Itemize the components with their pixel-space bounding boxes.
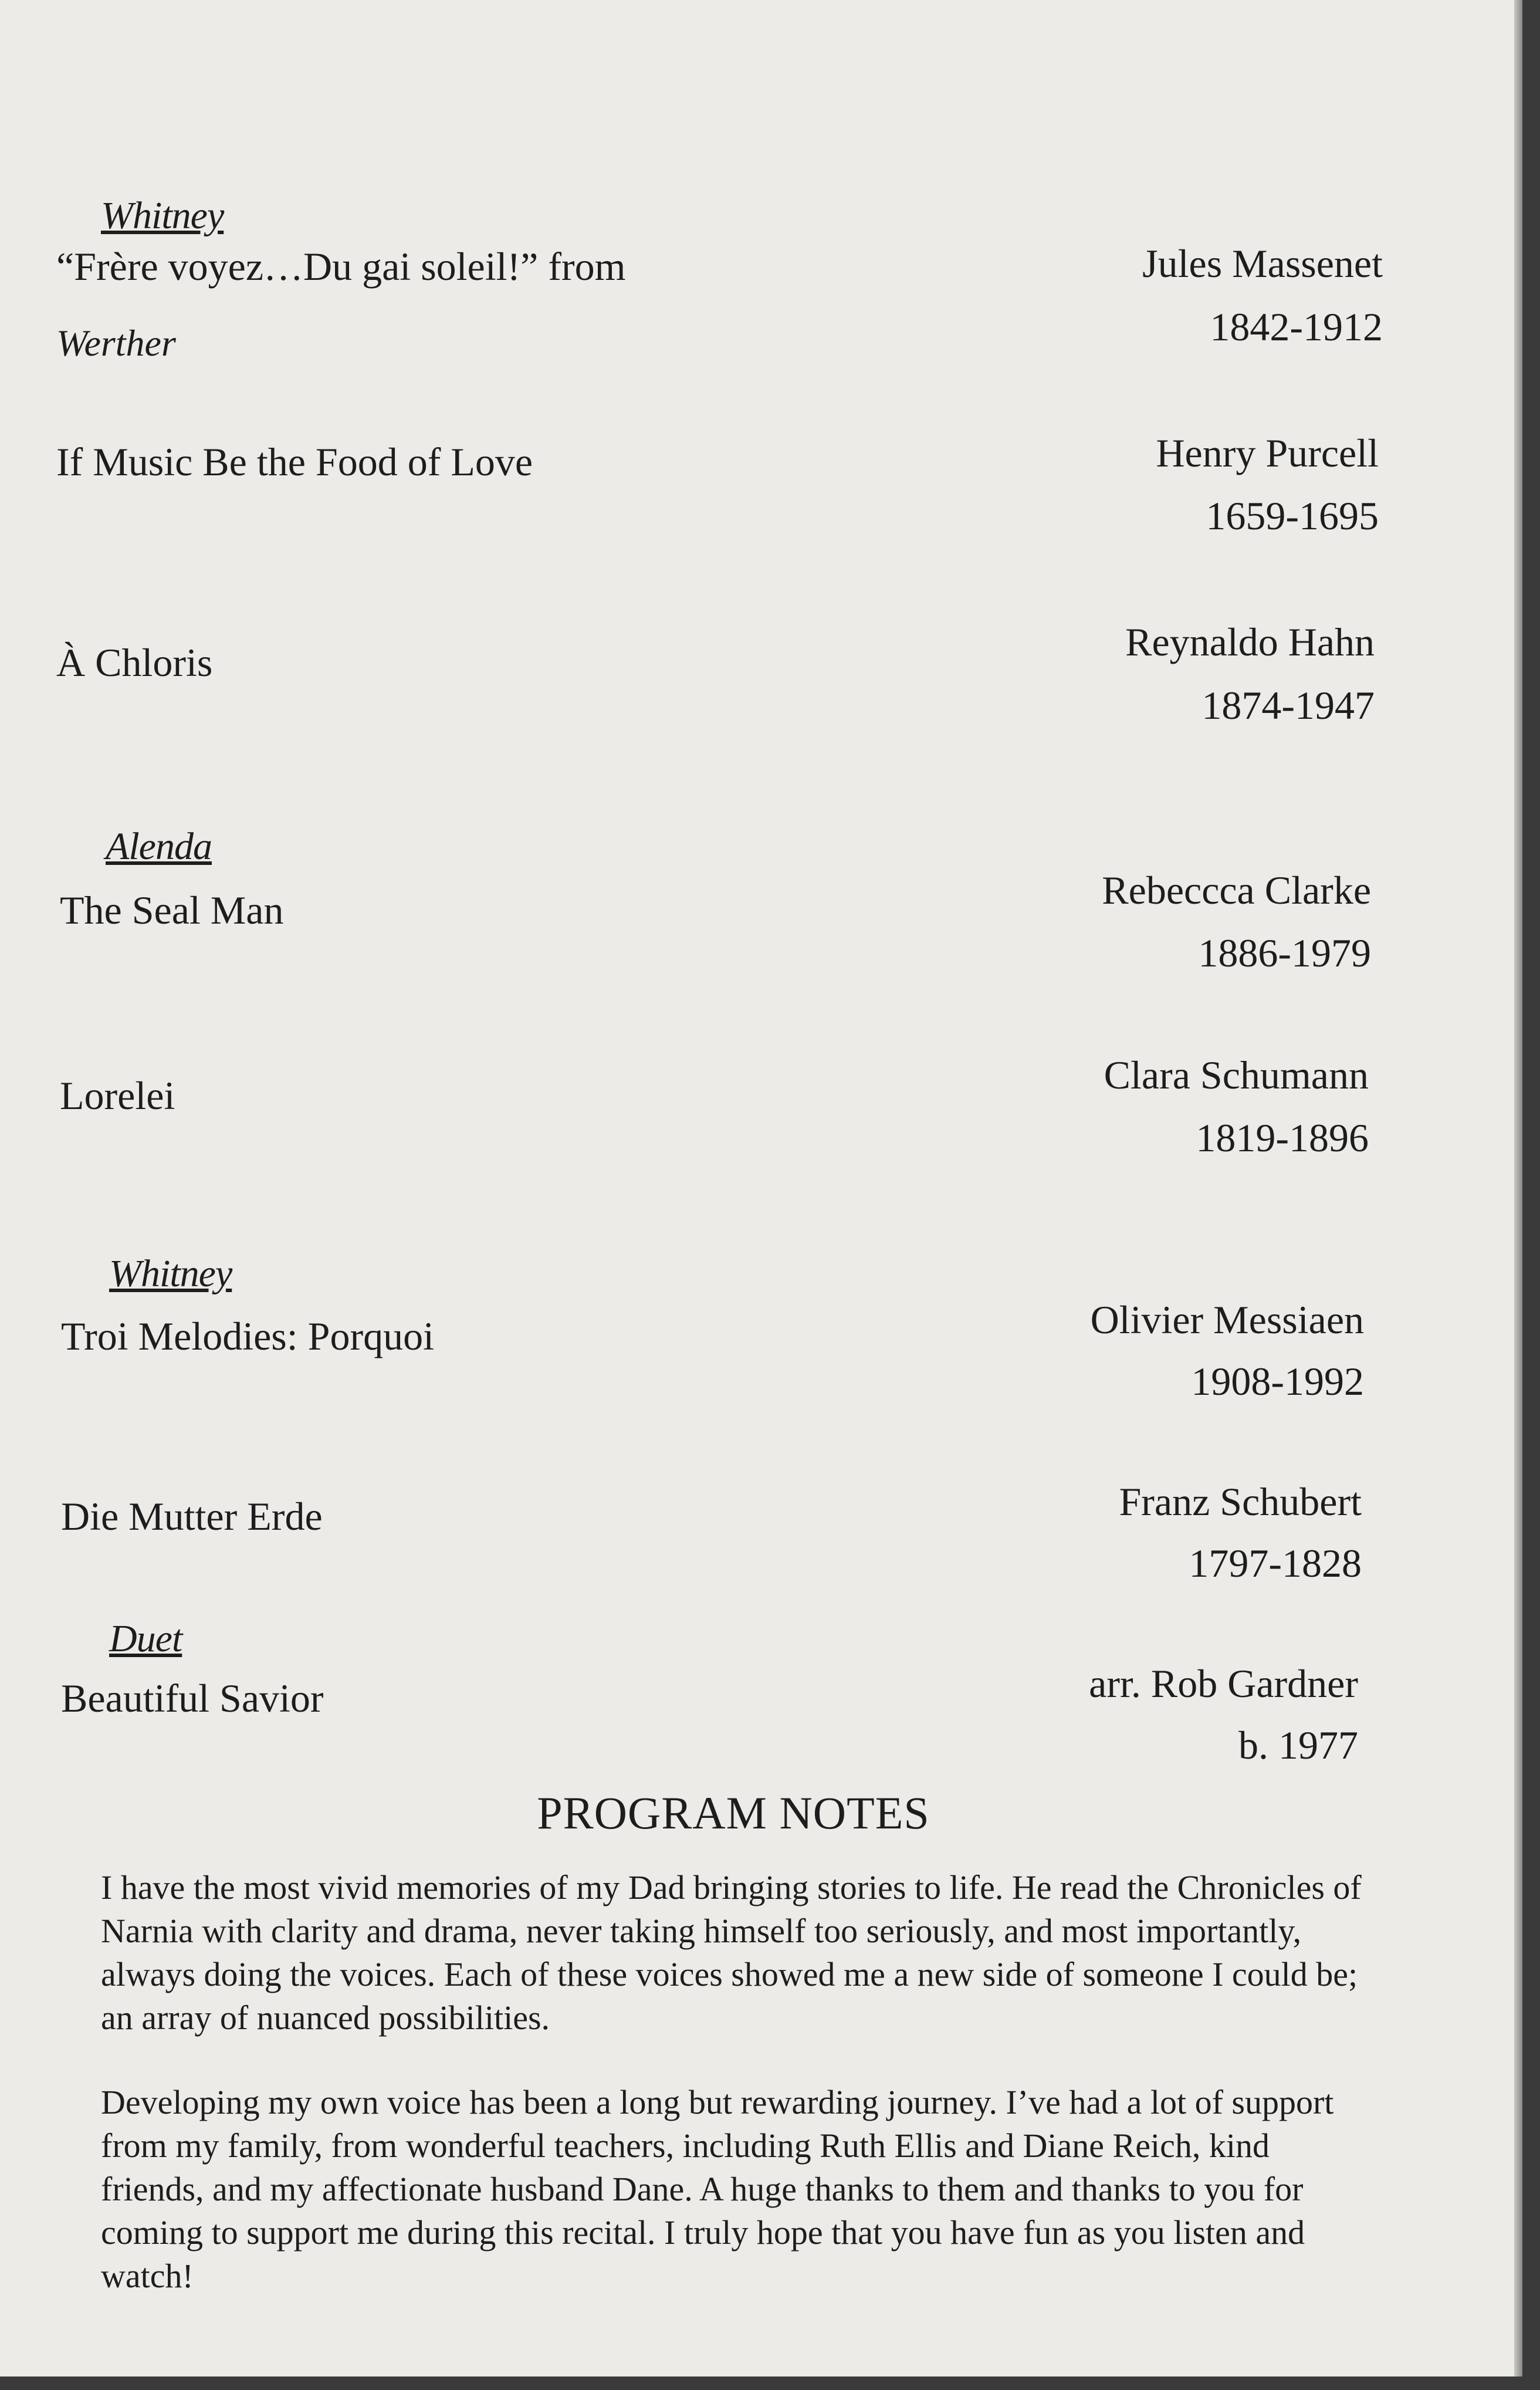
composer-name: Henry Purcell xyxy=(1156,431,1379,475)
composer-dates: 1659-1695 xyxy=(1206,493,1379,538)
composer-dates: 1874-1947 xyxy=(1201,683,1375,728)
piece-title: “Frère voyez…Du gai soleil!” from xyxy=(56,244,626,289)
composer-name: Jules Massenet xyxy=(1142,241,1383,286)
piece-title: Beautiful Savior xyxy=(61,1676,324,1720)
performer-label: Duet xyxy=(109,1617,182,1660)
piece-title: À Chloris xyxy=(56,640,213,685)
performer-label: Whitney xyxy=(109,1252,232,1295)
piece-title: Lorelei xyxy=(60,1073,175,1118)
composer-name: Reynaldo Hahn xyxy=(1125,620,1375,664)
composer-name: Clara Schumann xyxy=(1104,1053,1369,1097)
composer-dates: b. 1977 xyxy=(1238,1723,1358,1767)
composer-name: Olivier Messiaen xyxy=(1090,1297,1364,1342)
program-notes-heading: PROGRAM NOTES xyxy=(537,1787,930,1838)
composer-dates: 1797-1828 xyxy=(1189,1541,1362,1586)
program-notes-body xyxy=(101,1866,1380,2339)
composer-name: arr. Rob Gardner xyxy=(1089,1661,1358,1706)
notes-paragraph: I have the most vivid memories of my Dad bringing stories to life. He read the Chronicles of Narnia with clarity and drama, never taking himself too seriously, and most importantly, always doing the voices. Each of these voices showed me a new side of someone I could be; an array of nuanced possibilities. xyxy=(101,1868,1362,2037)
composer-dates: 1819-1896 xyxy=(1196,1115,1369,1160)
notes-paragraph: Developing my own voice has been a long but rewarding journey. I’ve had a lot of support from my family, from wonderful teachers, including Ruth Ellis and Diane Reich, kind friends, and my affectionate husband Dane. A huge thanks to them and thanks to you for coming to support me during this recital. I truly hope that you have fun as you listen and watch! xyxy=(101,2083,1334,2295)
piece-title: Troi Melodies: Porquoi xyxy=(61,1314,435,1358)
piece-title: The Seal Man xyxy=(60,888,284,932)
composer-dates: 1886-1979 xyxy=(1198,931,1371,975)
composer-name: Rebeccca Clarke xyxy=(1102,868,1371,912)
piece-subtitle: Werther xyxy=(56,322,176,364)
performer-label: Alenda xyxy=(106,825,212,868)
piece-title: If Music Be the Food of Love xyxy=(56,440,533,484)
composer-dates: 1842-1912 xyxy=(1210,305,1383,349)
performer-label: Whitney xyxy=(101,194,224,237)
piece-title: Die Mutter Erde xyxy=(61,1494,323,1539)
composer-dates: 1908-1992 xyxy=(1191,1359,1364,1404)
composer-name: Franz Schubert xyxy=(1119,1479,1362,1524)
